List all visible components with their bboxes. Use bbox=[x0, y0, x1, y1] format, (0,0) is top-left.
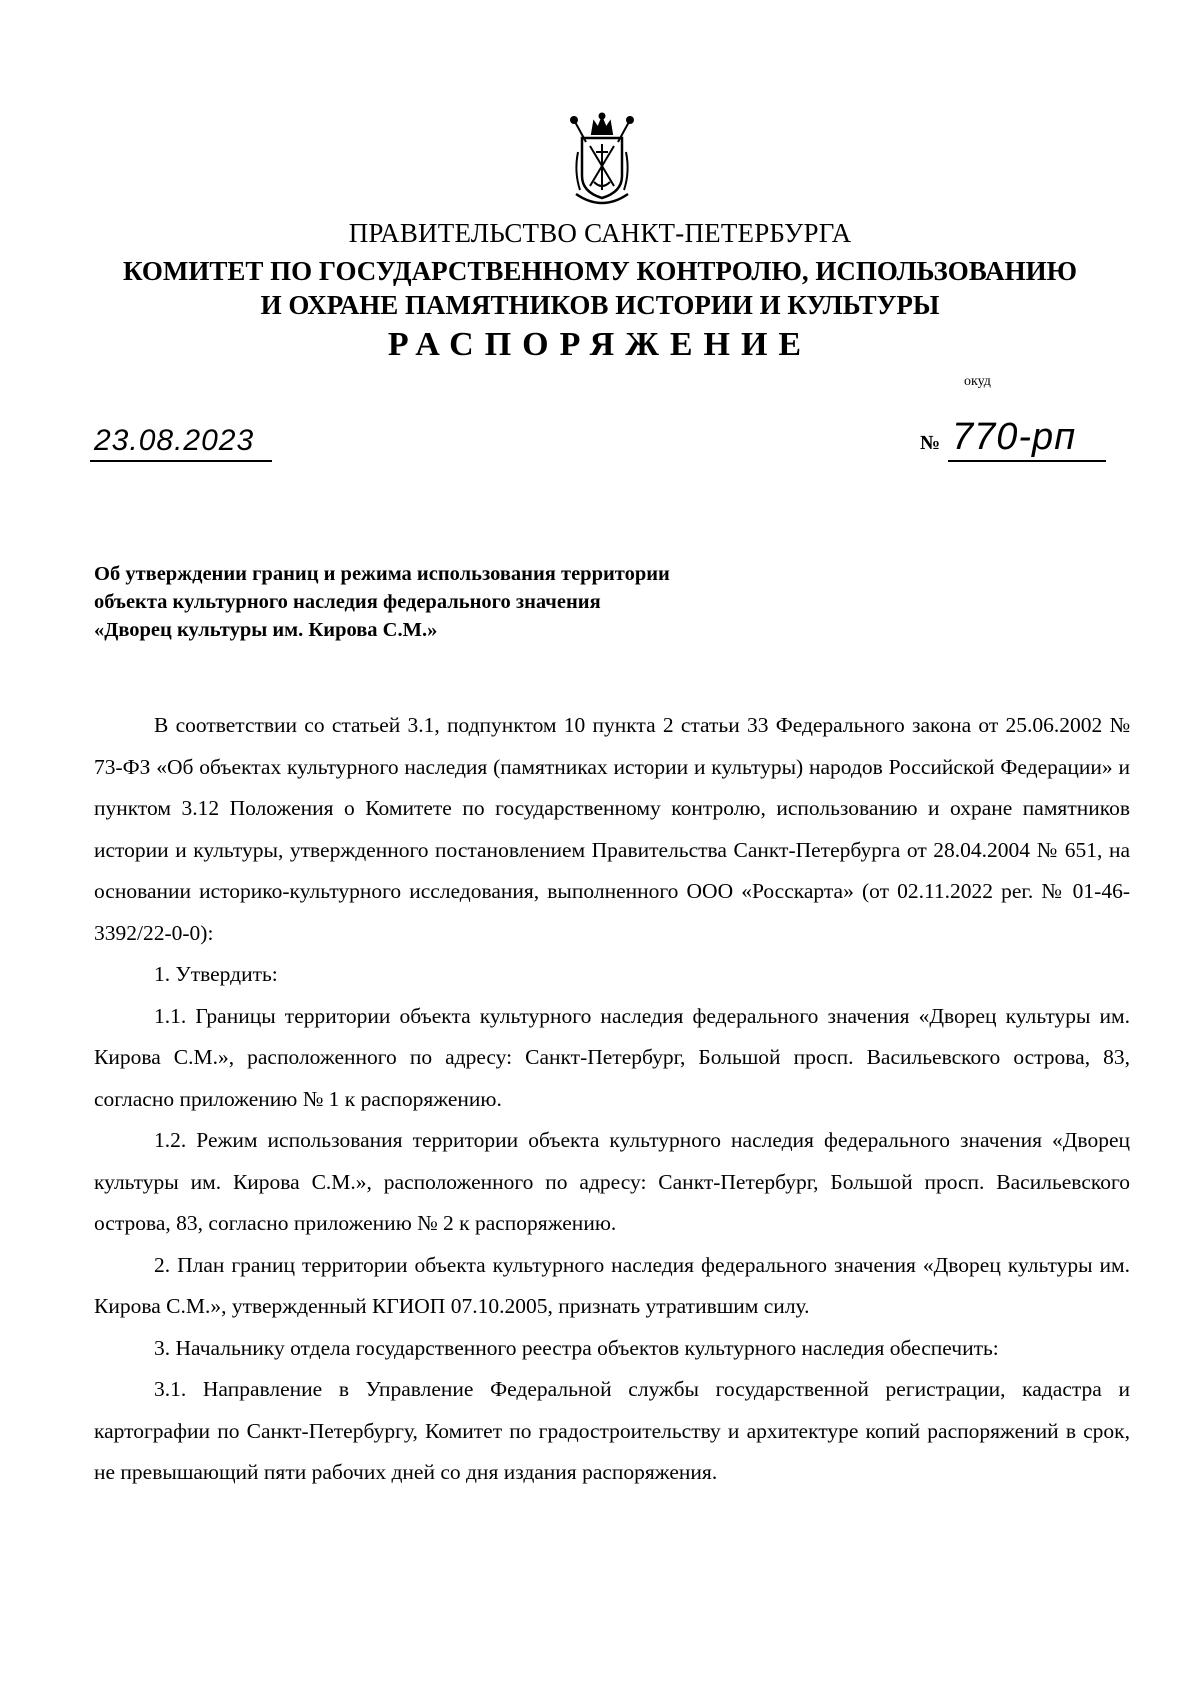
clause-2: 2. План границ территории объекта культурного наследия федерального значения «Дворец культуры им. Кирова С.М.», утвержденный КГИОП 07.10.2005, признать утратившим силу. bbox=[94, 1252, 1130, 1318]
saint-petersburg-coat-of-arms-icon bbox=[568, 112, 636, 212]
number-sign: № bbox=[920, 432, 941, 454]
document-type-title: РАСПОРЯЖЕНИЕ bbox=[387, 326, 813, 363]
date-underline bbox=[90, 460, 272, 462]
document-number: 770-рп bbox=[952, 416, 1077, 458]
clause-3: 3. Начальнику отдела государственного реестра объектов культурного наследия обеспечить: bbox=[154, 1335, 999, 1360]
committee-name-line-1: КОМИТЕТ ПО ГОСУДАРСТВЕННОМУ КОНТРОЛЮ, ИСПОЛЬЗОВАНИЮ bbox=[123, 256, 1077, 286]
subject-line-2: объекта культурного наследия федерального значения bbox=[94, 591, 601, 613]
document-date: 23.08.2023 bbox=[94, 424, 255, 457]
clause-1: 1. Утвердить: bbox=[154, 962, 278, 986]
clause-1-2: 1.2. Режим использования территории объекта культурного наследия федерального значения «Дворец культуры им. Кирова С.М.», расположенного по адресу: Санкт-Петербург, Большой просп. Васильевского острова, 83, согласно приложению № 2 к распоряжению. bbox=[94, 1128, 1130, 1235]
committee-name-line-2: И ОХРАНЕ ПАМЯТНИКОВ ИСТОРИИ И КУЛЬТУРЫ bbox=[260, 290, 940, 320]
subject-line-1: Об утверждении границ и режима использования территории bbox=[94, 563, 670, 585]
okud-label: окуд bbox=[964, 374, 991, 389]
government-name: ПРАВИТЕЛЬСТВО САНКТ-ПЕТЕРБУРГА bbox=[348, 218, 852, 248]
subject-line-3: «Дворец культуры им. Кирова С.М.» bbox=[94, 619, 438, 641]
number-underline bbox=[948, 460, 1106, 462]
clause-3-1: 3.1. Направление в Управление Федеральной службы государственной регистрации, кадастра и картографии по Санкт-Петербургу, Комитет по градостроительству и архитектуре копий распоряжений в срок, не превышающий пяти рабочих дней со дня издания распоряжения. bbox=[94, 1377, 1130, 1484]
clause-1-1: 1.1. Границы территории объекта культурного наследия федерального значения «Дворец культуры им. Кирова С.М.», расположенного по адресу: Санкт-Петербург, Большой просп. Васильевского острова, 83, согласно приложению № 1 к распоряжению. bbox=[94, 1003, 1130, 1111]
document-subject bbox=[94, 560, 670, 644]
preamble-paragraph: В соответствии со статьей 3.1, подпунктом 10 пункта 2 статьи 33 Федерального закона от 25.06.2002 № 73-ФЗ «Об объектах культурного наследия (памятниках истории и культуры) народов Российской Федерации» и пунктом 3.12 Положения о Комитете по государственному контролю, использованию и охране памятников истории и культуры, утвержденного постановлением Правительства Санкт-Петербурга от 28.04.2004 № 651, на основании историко-культурного исследования, выполненного ООО «Росскарта» (от 02.11.2022 рег. № 01-46-3392/22-0-0): bbox=[94, 713, 1130, 945]
document-body bbox=[94, 705, 1130, 1494]
